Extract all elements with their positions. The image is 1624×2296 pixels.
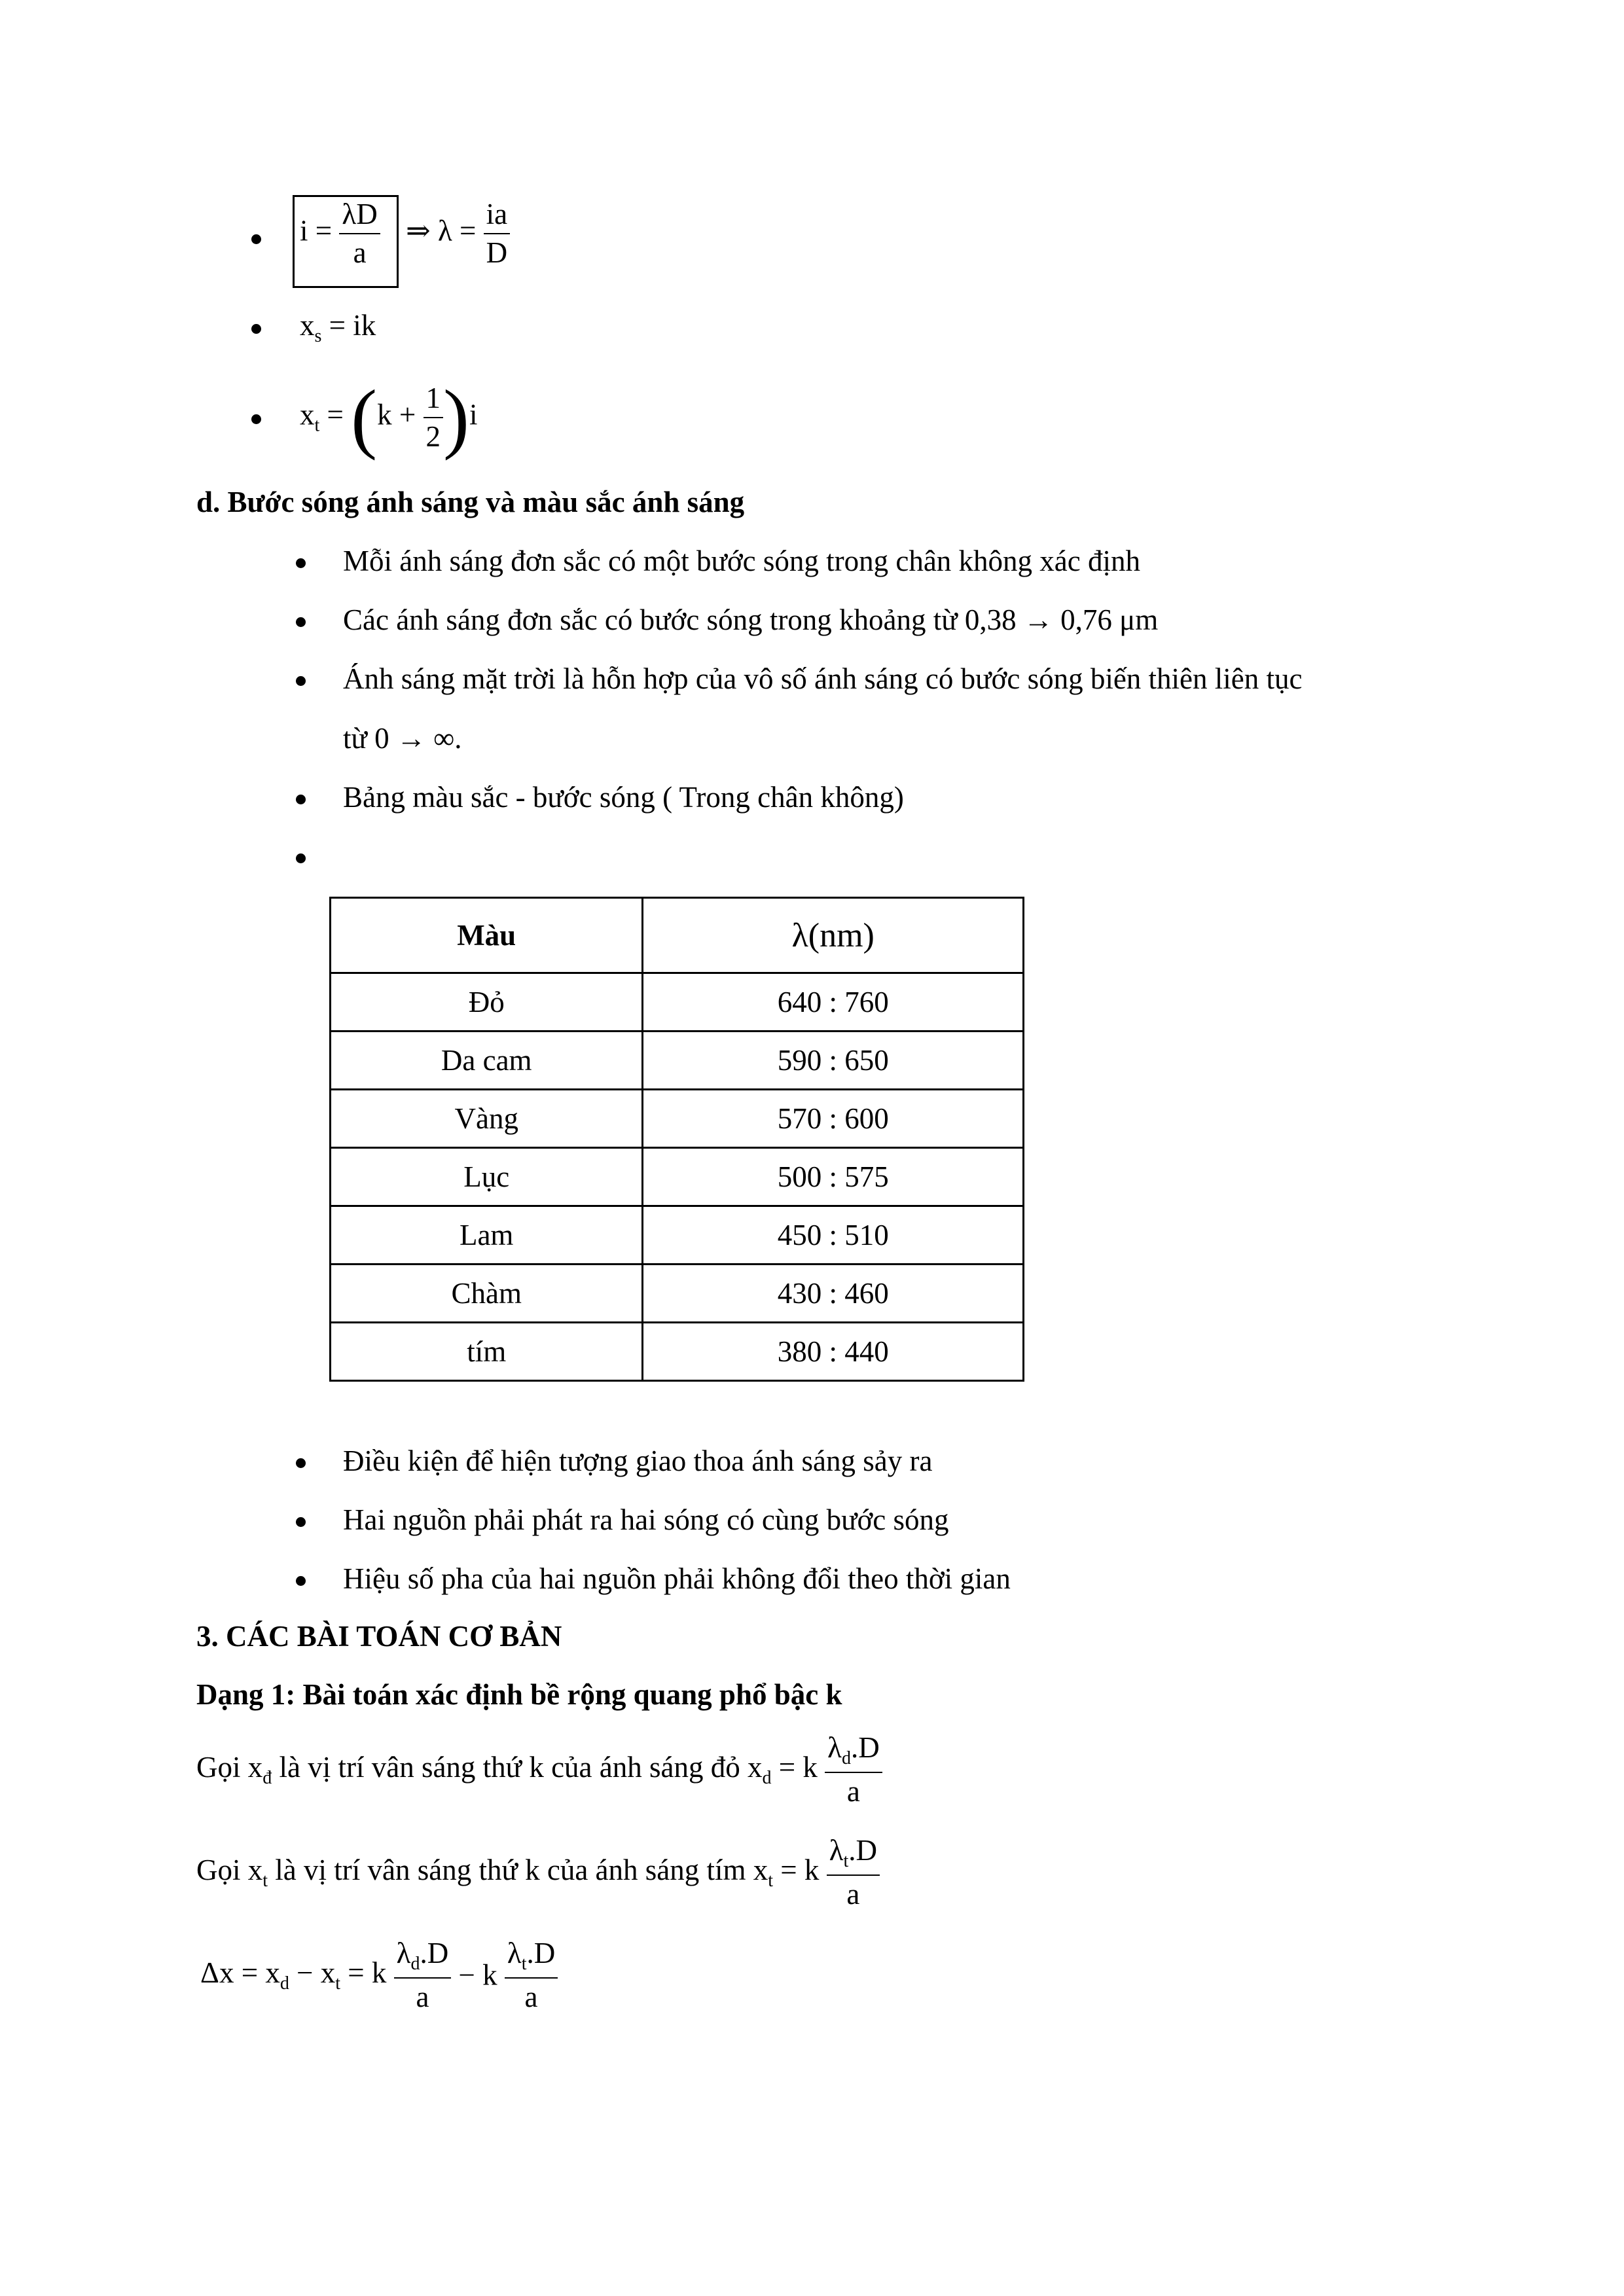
violet-light-line: [196, 1836, 880, 1909]
fraction-numerator: [505, 1939, 558, 1979]
subscript: d: [762, 1767, 772, 1788]
subscript: t: [521, 1954, 527, 1974]
text: = k: [340, 1956, 387, 1989]
section-3-title: 3. CÁC BÀI TOÁN CƠ BẢN: [196, 1620, 562, 1653]
bullet-dot: [296, 1517, 306, 1527]
fraction-numerator: [825, 1733, 882, 1773]
bullet-dot: [296, 1458, 306, 1468]
lambda: λ: [829, 1834, 844, 1867]
table-header-color: Màu: [331, 898, 643, 973]
fraction-denominator: a: [416, 1981, 429, 2013]
bullet-dot: [251, 414, 261, 424]
subscript: d: [410, 1954, 420, 1974]
subscript: đ: [262, 1767, 272, 1788]
formula-fringe: [300, 200, 380, 268]
section-d-bullet-3: Ánh sáng mặt trời là hỗn hợp của vô số ánh sáng có bước sóng biến thiên liên tục: [343, 662, 1303, 695]
formula-eq: =: [327, 398, 344, 431]
subscript: t: [843, 1851, 849, 1871]
formula-lhs: i =: [300, 214, 333, 247]
subscript: d: [841, 1748, 851, 1768]
lambda: λ: [827, 1731, 842, 1764]
bullet-dot: [251, 324, 261, 334]
fraction: [394, 1939, 452, 2012]
lambda: λ: [507, 1937, 522, 1969]
table-row: [331, 1031, 1024, 1090]
text: = k: [771, 1750, 818, 1784]
table-cell: Lục: [331, 1148, 643, 1206]
text: = k: [773, 1853, 820, 1886]
dang-1-title: Dạng 1: Bài toán xác định bề rộng quang phổ bậc k: [196, 1678, 842, 1711]
formula-sub: t: [314, 415, 320, 436]
condition-2: Hai nguồn phải phát ra hai sóng có cùng bước sóng: [343, 1503, 949, 1536]
subscript: d: [280, 1973, 289, 1994]
section-d-title: d. Bước sóng ánh sáng và màu sắc ánh sáng: [196, 486, 745, 518]
table-row: [331, 1323, 1024, 1381]
color-wavelength-table: [329, 897, 1024, 1382]
lambda: λ: [396, 1937, 411, 1969]
text: Gọi x: [196, 1853, 263, 1886]
formula-var: x: [300, 309, 315, 342]
bullet-dot: [251, 234, 261, 244]
bullet-dot: [296, 795, 306, 804]
table-header-row: [331, 898, 1024, 973]
fraction-denominator: a: [353, 236, 367, 269]
formula-lambda: [406, 200, 510, 268]
fraction-numerator: [827, 1836, 880, 1876]
fraction: [339, 200, 380, 268]
table-row: [331, 973, 1024, 1031]
text: Gọi x: [196, 1750, 263, 1784]
subscript: t: [335, 1973, 340, 1994]
table-cell: 640 : 760: [643, 973, 1024, 1031]
table-row: [331, 1148, 1024, 1206]
table-header-wavelength: λ(nm): [643, 898, 1024, 973]
table-cell: 450 : 510: [643, 1206, 1024, 1265]
condition-3: Hiệu số pha của hai nguồn phải không đổi theo thời gian: [343, 1562, 1011, 1595]
paren-left: (: [351, 374, 378, 461]
fraction-denominator: a: [846, 1878, 860, 1910]
fraction-denominator: D: [486, 236, 508, 269]
table-cell: 570 : 600: [643, 1090, 1024, 1148]
table-cell: Da cam: [331, 1031, 643, 1090]
formula-var: x: [300, 398, 315, 431]
table-cell: 380 : 440: [643, 1323, 1024, 1381]
formula-arrow: ⇒ λ =: [406, 214, 477, 247]
fraction-denominator: a: [524, 1981, 538, 2013]
fraction-numerator: ia: [484, 200, 510, 234]
table-cell: Chàm: [331, 1265, 643, 1323]
section-d-bullet-1: Mỗi ánh sáng đơn sắc có một bước sóng trong chân không xác định: [343, 545, 1141, 577]
section-d-bullet-4: Bảng màu sắc - bước sóng ( Trong chân không): [343, 781, 904, 814]
section-d-bullet-3-cont: từ 0 → ∞.: [343, 722, 462, 755]
table-cell: Vàng: [331, 1090, 643, 1148]
fraction-numerator: λD: [339, 200, 380, 234]
formula-k: k +: [377, 398, 416, 431]
condition-1: Điều kiện để hiện tượng giao thoa ánh sáng sảy ra: [343, 1444, 933, 1477]
formula-bright-fringe: [300, 311, 376, 346]
fraction: [827, 1836, 880, 1909]
subscript: t: [262, 1870, 268, 1891]
section-d-bullet-2: Các ánh sáng đơn sắc có bước sóng trong khoảng từ 0,38 → 0,76 μm: [343, 603, 1159, 636]
text: .D: [526, 1937, 556, 1969]
text: .D: [848, 1834, 878, 1867]
bullet-dot: [296, 853, 306, 863]
table-row: [331, 1090, 1024, 1148]
table-row: [331, 1206, 1024, 1265]
delta-x-formula: [200, 1939, 558, 2012]
fraction-denominator: a: [846, 1775, 860, 1808]
formula-dark-fringe: [300, 374, 478, 461]
text: − x: [289, 1956, 336, 1989]
table-cell: 430 : 460: [643, 1265, 1024, 1323]
formula-sub: s: [314, 326, 322, 346]
fraction-numerator: 1: [424, 384, 444, 418]
text: là vị trí vân sáng thứ k của ánh sáng đỏ x: [272, 1750, 763, 1784]
table-cell: Lam: [331, 1206, 643, 1265]
text: là vị trí vân sáng thứ k của ánh sáng tím x: [268, 1853, 768, 1886]
formula-rhs: = ik: [329, 309, 376, 342]
table-cell: tím: [331, 1323, 643, 1381]
bullet-dot: [296, 558, 306, 568]
text: − k: [458, 1958, 497, 1992]
bullet-dot: [296, 1576, 306, 1586]
bullet-dot: [296, 617, 306, 627]
fraction-numerator: [394, 1939, 452, 1979]
text: .D: [850, 1731, 880, 1764]
formula-i: i: [469, 398, 478, 431]
bullet-dot: [296, 676, 306, 686]
text: Δx = x: [200, 1956, 280, 1989]
table-cell: 500 : 575: [643, 1148, 1024, 1206]
fraction: [424, 384, 444, 452]
table-cell: Đỏ: [331, 973, 643, 1031]
text: .D: [420, 1937, 449, 1969]
paren-right: ): [443, 374, 469, 461]
fraction: [484, 200, 511, 268]
fraction: [825, 1733, 882, 1806]
subscript: t: [768, 1870, 774, 1891]
table-cell: 590 : 650: [643, 1031, 1024, 1090]
fraction: [505, 1939, 558, 2012]
table-row: [331, 1265, 1024, 1323]
fraction-denominator: 2: [425, 420, 441, 453]
red-light-line: [196, 1733, 882, 1806]
